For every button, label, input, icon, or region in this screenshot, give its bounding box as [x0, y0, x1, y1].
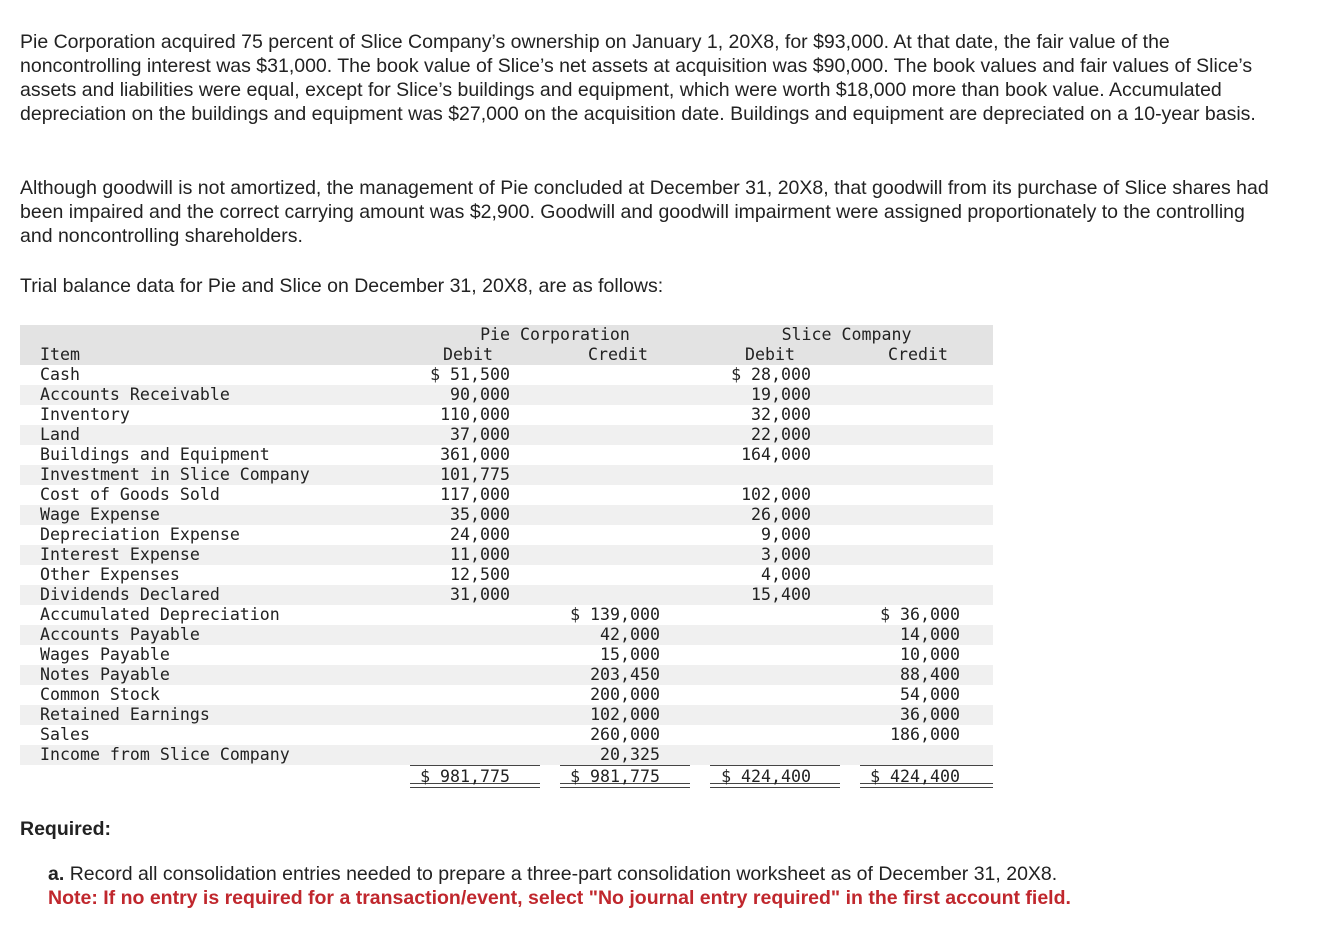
part-a-label: a. [48, 863, 65, 885]
table-row [20, 745, 993, 765]
table-row [20, 665, 993, 685]
table-row [20, 485, 993, 505]
row-item: Sales [40, 725, 90, 744]
row-item: Cost of Goods Sold [40, 485, 220, 504]
row-slice-credit: 186,000 [890, 725, 960, 744]
row-slice-debit: 22,000 [751, 425, 811, 444]
row-item: Retained Earnings [40, 705, 210, 724]
row-pie-debit: 35,000 [450, 505, 510, 524]
col-header-pie-debit: Debit [443, 345, 493, 364]
row-pie-debit: 101,775 [440, 465, 510, 484]
table-row [20, 605, 993, 625]
row-slice-debit: 19,000 [751, 385, 811, 404]
row-pie-debit: 110,000 [440, 405, 510, 424]
table-row [20, 705, 993, 725]
intro-paragraph-goodwill: Although goodwill is not amortized, the management of Pie concluded at December 31, 20X8, that goodwill from its purchase of Slice shares had been impaired and the correct carrying amount was $2,900. Goodwill and goodwill impairment were assigned proportionately to the controlling and noncontrolling shareholders. [20, 177, 1269, 247]
row-pie-debit: 117,000 [440, 485, 510, 504]
row-slice-debit: 9,000 [761, 525, 811, 544]
row-pie-credit: 260,000 [590, 725, 660, 744]
total-slice-debit: $ 424,400 [721, 767, 811, 786]
row-item: Wage Expense [40, 505, 160, 524]
row-item: Wages Payable [40, 645, 170, 664]
row-item: Accumulated Depreciation [40, 605, 280, 624]
table-row [20, 505, 993, 525]
table-body [20, 365, 993, 765]
row-pie-debit: 24,000 [450, 525, 510, 544]
row-slice-credit: 36,000 [900, 705, 960, 724]
row-slice-credit: 14,000 [900, 625, 960, 644]
row-pie-credit: 15,000 [600, 645, 660, 664]
table-row [20, 365, 993, 385]
row-pie-credit: 42,000 [600, 625, 660, 644]
table-row [20, 545, 993, 565]
part-a-text: Record all consolidation entries needed to prepare a three-part consolidation worksheet as of December 31, 20X8. [69, 863, 1058, 885]
required-part-a [48, 862, 1288, 910]
group-header-pie: Pie Corporation [480, 325, 630, 344]
row-item: Notes Payable [40, 665, 170, 684]
col-header-slice-credit: Credit [888, 345, 948, 364]
row-item: Investment in Slice Company [40, 465, 310, 484]
row-item: Accounts Receivable [40, 385, 230, 404]
row-slice-debit: 15,400 [751, 585, 811, 604]
row-slice-debit: 4,000 [761, 565, 811, 584]
row-item: Other Expenses [40, 565, 180, 584]
table-row [20, 405, 993, 425]
row-pie-debit: 31,000 [450, 585, 510, 604]
table-column-header [20, 345, 993, 365]
trial-balance-table [20, 325, 993, 788]
row-pie-debit: 37,000 [450, 425, 510, 444]
row-pie-credit: 20,325 [600, 745, 660, 764]
row-slice-debit: 164,000 [741, 445, 811, 464]
row-slice-debit: 102,000 [741, 485, 811, 504]
row-item: Common Stock [40, 685, 160, 704]
row-item: Land [40, 425, 80, 444]
table-row [20, 685, 993, 705]
row-slice-credit: 54,000 [900, 685, 960, 704]
row-item: Depreciation Expense [40, 525, 240, 544]
total-pie-debit: $ 981,775 [420, 767, 510, 786]
row-pie-debit: 90,000 [450, 385, 510, 404]
col-header-item: Item [40, 345, 80, 364]
row-pie-debit: 361,000 [440, 445, 510, 464]
row-pie-credit: 102,000 [590, 705, 660, 724]
row-item: Interest Expense [40, 545, 200, 564]
intro-paragraph-trial-balance: Trial balance data for Pie and Slice on December 31, 20X8, are as follows: [20, 275, 664, 297]
row-pie-debit: $ 51,500 [430, 365, 510, 384]
table-row [20, 525, 993, 545]
table-row [20, 645, 993, 665]
row-slice-credit: 88,400 [900, 665, 960, 684]
row-slice-debit: $ 28,000 [731, 365, 811, 384]
table-row [20, 565, 993, 585]
row-slice-debit: 3,000 [761, 545, 811, 564]
row-slice-debit: 26,000 [751, 505, 811, 524]
row-item: Cash [40, 365, 80, 384]
table-row [20, 465, 993, 485]
table-row [20, 625, 993, 645]
row-pie-credit: 203,450 [590, 665, 660, 684]
row-item: Accounts Payable [40, 625, 200, 644]
row-item: Inventory [40, 405, 130, 424]
total-pie-credit: $ 981,775 [570, 767, 660, 786]
total-slice-credit: $ 424,400 [870, 767, 960, 786]
intro-paragraph-acquisition: Pie Corporation acquired 75 percent of Slice Company’s ownership on January 1, 20X8, for $93,000. At that date, the fair value of the noncontrolling interest was $31,000. The book value of Slice’s net assets at acquisition was $90,000. The book values and fair values of Slice’s assets and liabilities were equal, except for Slice’s buildings and equipment, which were worth $18,000 more than book value. Accumulated depreciation on the buildings and equipment was $27,000 on the acquisition date. Buildings and equipment are depreciated on a 10-year basis. [20, 31, 1256, 125]
table-row [20, 445, 993, 465]
required-heading: Required: [20, 818, 112, 840]
table-totals-row [20, 765, 993, 788]
row-pie-debit: 11,000 [450, 545, 510, 564]
col-header-pie-credit: Credit [588, 345, 648, 364]
table-row [20, 585, 993, 605]
table-row [20, 725, 993, 745]
table-group-header [20, 325, 993, 345]
row-item: Buildings and Equipment [40, 445, 270, 464]
row-pie-credit: $ 139,000 [570, 605, 660, 624]
row-pie-credit: 200,000 [590, 685, 660, 704]
col-header-slice-debit: Debit [745, 345, 795, 364]
row-item: Income from Slice Company [40, 745, 290, 764]
row-pie-debit: 12,500 [450, 565, 510, 584]
row-slice-credit: $ 36,000 [880, 605, 960, 624]
row-item: Dividends Declared [40, 585, 220, 604]
table-row [20, 425, 993, 445]
group-header-slice: Slice Company [781, 325, 912, 344]
row-slice-credit: 10,000 [900, 645, 960, 664]
table-row [20, 385, 993, 405]
row-slice-debit: 32,000 [751, 405, 811, 424]
part-a-note: Note: If no entry is required for a transaction/event, select "No journal entry required" in the first account field. [48, 887, 1071, 909]
